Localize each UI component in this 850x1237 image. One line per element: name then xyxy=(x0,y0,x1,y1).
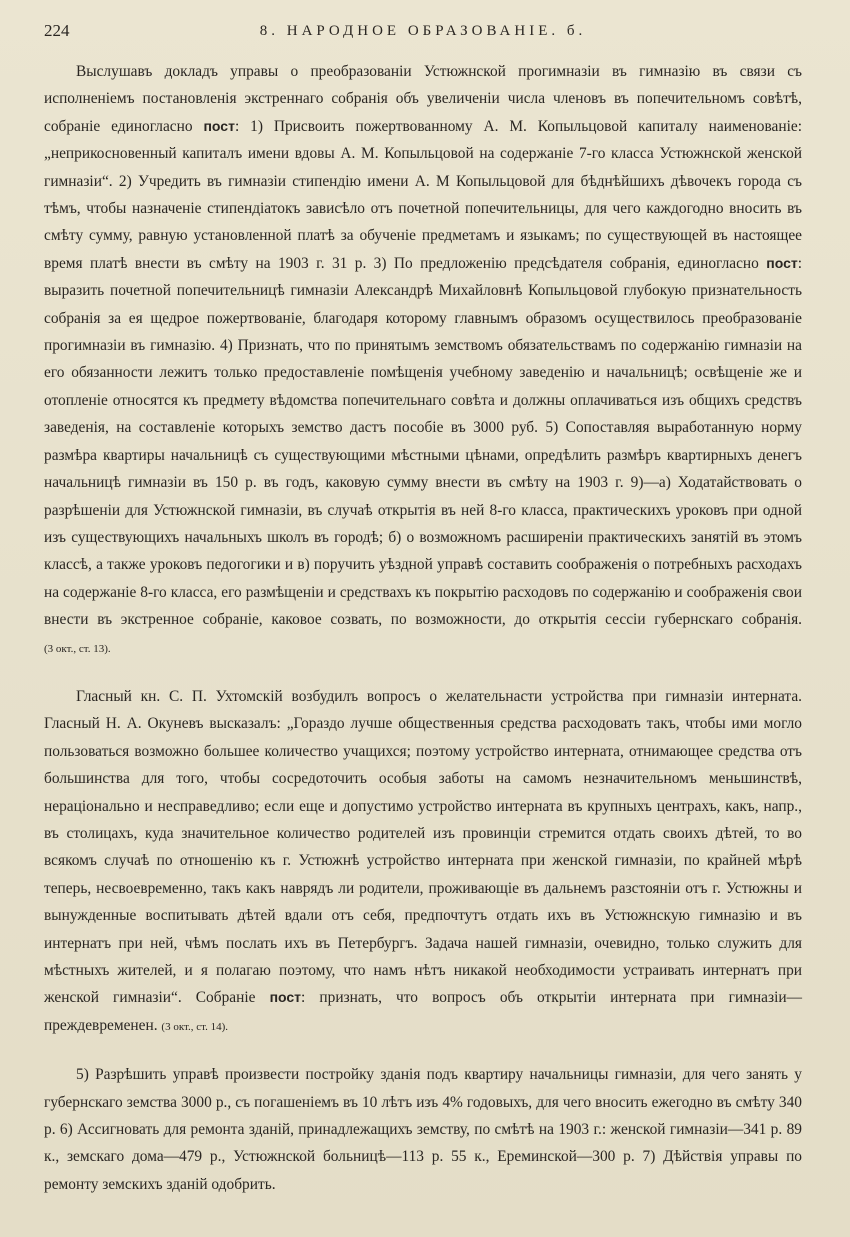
paragraph-1-text-c: : выразить почетной попечительницѣ гимназіи Александрѣ Михайловнѣ Копыльцовой глубокую признательность собранія за ея щедрое пожертвованіе, благодаря которому главнымъ образомъ осуществилось преобразованіе прогимназіи въ гимназію. 4) Признать, что по принятымъ земствомъ обязательствамъ по содержанію гимназіи на его обязанности лежитъ только предоставленіе помѣщенія учебному заведенію и начальницѣ; освѣщеніе же и отопленіе относятся къ предмету вѣдомства попечительнаго совѣта и должны оплачиваться изъ общихъ средствъ заведенія, на составленіе которыхъ земство дастъ пособіе въ 3000 руб. 5) Сопоставляя выработанную норму размѣра квартиры начальницѣ съ существующими мѣстными цѣнами, опредѣлить размѣръ квартирныхъ денегъ начальницѣ гимназіи въ 150 р. въ годъ, каковую сумму внести въ смѣту на 1903 г. 9)—а) Ходатайствовать о разрѣшеніи для Устюжнской гимназіи, въ случаѣ открытія въ ней 8-го класса, практическихъ уроковъ при одной изъ существующихъ начальныхъ школъ въ городѣ; б) о возможномъ расширеніи практическихъ занятій въ этомъ классѣ, а также уроковъ педогогики и в) поручить уѣздной управѣ составить соображенія о потребныхъ расходахъ на содержаніе 8-го класса, его размѣщеніи и средствахъ къ покрытію расходовъ по содержанію и соображенія свои внести въ экстренное собраніе, каковое созвать, по возможности, до открытія сессіи губернскаго собранія. xyxy=(44,254,802,629)
paragraph-1-text-b: : 1) Присвоить пожертвованному А. М. Копыльцовой капиталу наименованіе: „неприкосновенный капиталъ имени вдовы А. М. Копыльцовой на содержаніе 7-го класса Устюжнской женской гимназіи“. 2) Учредить въ гимназіи стипендію имени А. М Копыльцовой для бѣднѣйшихъ дѣвочекъ города съ тѣмъ, чтобы назначеніе стипендіатокъ зависѣло отъ почетной попечительницы, для чего каждогодно вносить въ смѣту сумму, равную установленной платѣ за обученіе предметамъ и языкамъ; по существующей въ настоящее время платѣ внести въ смѣту на 1903 г. 31 р. 3) По предложенію предсѣдателя собранія, единогласно xyxy=(44,117,802,272)
paragraph-1 xyxy=(44,58,802,663)
page-number: 224 xyxy=(44,21,70,40)
resolution-mark: пост xyxy=(766,254,798,271)
paragraph-2-text-b: : признать, что вопросъ объ открытіи интерната при гимназіи—преждевременен. xyxy=(44,989,802,1034)
resolution-mark: пост xyxy=(269,989,302,1006)
paragraph-1-text-a: Выслушавъ докладъ управы о преобразованіи Устюжнской прогимназіи въ гимназію въ связи съ исполненіемъ постановленія экстреннаго собранія объ увеличеніи числа членовъ въ попечительномъ совѣтѣ, собраніе единогласно xyxy=(44,63,802,135)
paragraph-3 xyxy=(44,1061,802,1198)
paragraph-2-text-a: Гласный кн. С. П. Ухтомскій возбудилъ вопросъ о желательнасти устройства при гимназіи интерната. Гласный Н. А. Окуневъ высказалъ: „Гораздо лучше общественныя средства расходовать такъ, чтобы ими могло пользоваться возможно большее количество учащихся; поэтому устройство интерната, отнимающее средства отъ большинства для того, чтобы сосредоточить особыя заботы на самомъ незначительномъ меньшинствѣ, нераціонально и несправедливо; если еще и допустимо устройство интерната въ крупныхъ центрахъ, какъ, напр., въ столицахъ, куда значительное количество родителей изъ провинціи стремится отдать своихъ дѣтей, то во всякомъ случаѣ по отношенію къ г. Устюжнѣ устройство интерната при женской гимназіи, по крайней мѣрѣ теперь, несвоевременно, такъ какъ наврядъ ли родители, проживающіе въ дальнемъ разстояніи отъ г. Устюжны и вынужденные воспитывать дѣтей вдали отъ себя, предпочтутъ отдать ихъ въ Устюжнскую гимназію и въ интернатъ при ней, чѣмъ послать ихъ въ Петербургъ. Задача нашей гимназіи, очевидно, только служить для мѣстныхъ жителей, и я полагаю поэтому, что намъ нѣтъ никакой необходимости устраивать интернатъ при женской гимназіи“. Собраніе xyxy=(44,687,802,1007)
session-reference: (3 окт., ст. 14). xyxy=(161,1020,229,1033)
paragraph-3-text: 5) Разрѣшить управѣ произвести постройку зданія подъ квартиру начальницы гимназіи, для чего занять у губернскаго земства 3000 р., съ погашеніемъ въ 10 лѣтъ изъ 4% годовыхъ, для чего вносить ежегодно въ смѣту 340 р. 6) Ассигновать для ремонта зданій, принадлежащихъ земству, по смѣтѣ на 1903 г.: женской гимназіи—341 р. 89 к., земскаго дома—479 р., Устюжнской больницѣ—113 р. 55 к., Ереминской—300 р. 7) Дѣйствія управы по ремонту земскихъ зданій одобрить. xyxy=(44,1066,802,1193)
page-header xyxy=(44,16,802,46)
session-reference: (3 окт., ст. 13). xyxy=(44,642,111,655)
resolution-mark: пост xyxy=(203,117,235,134)
body-text xyxy=(44,58,802,1198)
running-head: 8. НАРОДНОЕ ОБРАЗОВАНІЕ. б. xyxy=(259,23,587,39)
paragraph-2 xyxy=(44,683,802,1041)
